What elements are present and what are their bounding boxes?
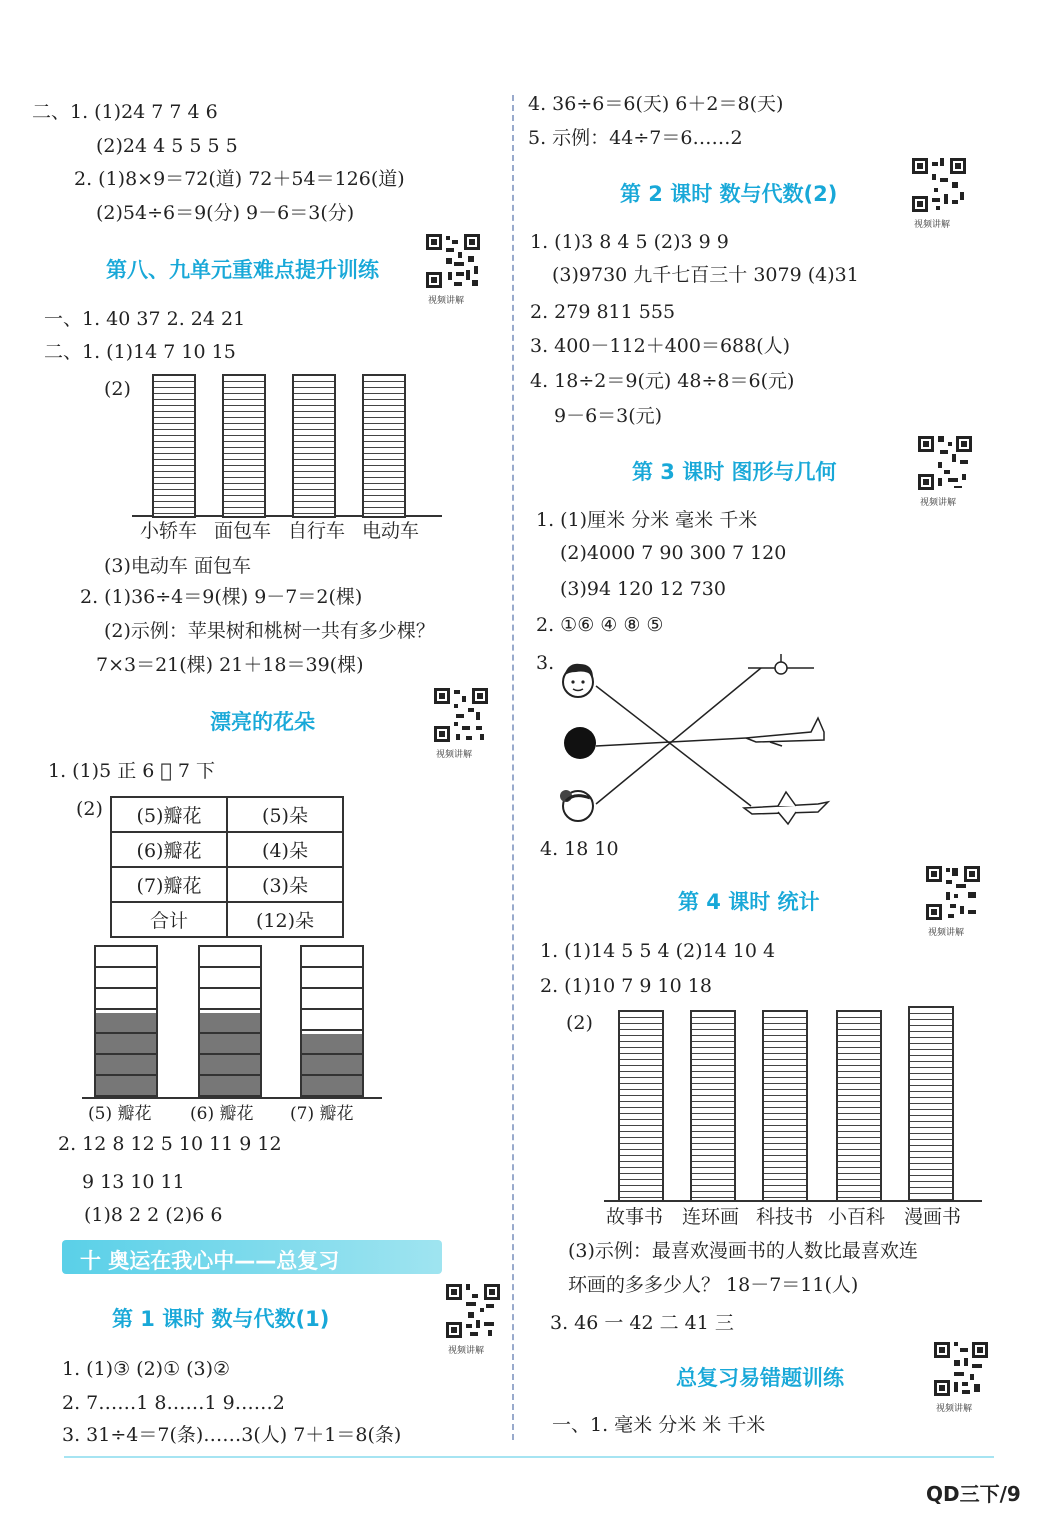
chart-label: 科技书: [756, 1206, 814, 1228]
qr-caption: 视频讲解: [914, 220, 951, 230]
answer-line: 3. 400－112＋400＝688(人): [530, 335, 791, 357]
chart-bar: [362, 374, 406, 518]
section-heading: 第 4 课时 统计: [678, 890, 820, 914]
qr-code-icon[interactable]: [916, 434, 974, 492]
answer-line: (3)9730 九千七百三十 3079 (4)31: [552, 264, 859, 286]
answer-line: (3)94 120 12 730: [560, 578, 726, 600]
answer-line: (2): [104, 378, 131, 400]
answer-line: (2)54÷6＝9(分) 9－6＝3(分): [96, 202, 355, 224]
answer-line: 1. (1)14 5 5 4 (2)14 10 4: [540, 940, 776, 962]
answer-line: 2. 279 811 555: [530, 301, 676, 323]
answer-line: 1. (1)3 8 4 5 (2)3 9 9: [530, 231, 729, 253]
answer-line: 2. 12 8 12 5 10 11 9 12: [58, 1133, 282, 1155]
answer-line: (2)示例：苹果树和桃树一共有多少棵？: [104, 620, 435, 642]
answer-line: (2)24 4 5 5 5 5: [96, 135, 238, 157]
answer-line: 2. (1)8×9＝72(道) 72＋54＝126(道): [74, 168, 405, 190]
column-divider: [512, 95, 514, 1440]
table-cell: (5)瓣花: [111, 797, 227, 832]
qr-code-icon[interactable]: [432, 686, 490, 744]
table-cell: (12)朵: [227, 902, 343, 937]
ball-icon: [564, 727, 596, 759]
answer-line: 4. 36÷6＝6(天) 6＋2＝8(天): [528, 93, 784, 115]
answer-line: 3. 31÷4＝7(条)……3(人) 7＋1＝8(条): [62, 1424, 402, 1446]
answer-line: 二、1. (1)14 7 10 15: [44, 341, 236, 363]
page-footer: QD三下/9: [926, 1482, 1021, 1506]
answer-line: (1)8 2 2 (2)6 6: [84, 1204, 223, 1226]
chart-label: 小轿车: [140, 520, 198, 542]
answer-line: (3)示例：最喜欢漫画书的人数比最喜欢连: [568, 1240, 918, 1262]
chart-bar: [762, 1010, 808, 1202]
table-cell: 合计: [111, 902, 227, 937]
qr-caption: 视频讲解: [436, 750, 473, 760]
qr-caption: 视频讲解: [928, 928, 965, 938]
chart-bar: [300, 945, 364, 1099]
answer-line: 2. (1)10 7 9 10 18: [540, 975, 712, 997]
answer-line: (2)4000 7 90 300 7 120: [560, 542, 787, 564]
chart-label: 漫画书: [904, 1206, 962, 1228]
answer-line: 1. (1)5 正 6 𠀆 7 下: [48, 760, 215, 782]
answer-line: 5. 示例：44÷7＝6……2: [528, 127, 743, 149]
chart-label: 自行车: [288, 520, 346, 542]
answer-line: 7×3＝21(棵) 21＋18＝39(棵): [96, 654, 364, 676]
chart-label: 故事书: [606, 1206, 664, 1228]
answer-line: 3. 46 一 42 二 41 三: [550, 1312, 734, 1334]
section-heading: 第 2 课时 数与代数(2): [620, 182, 838, 206]
chart-label: (5) 瓣花: [88, 1104, 152, 1124]
table-cell: (4)朵: [227, 832, 343, 867]
answer-line: 1. (1)③ (2)① (3)②: [62, 1358, 231, 1380]
boy-face-icon: [563, 664, 593, 697]
jet-top-icon: [744, 792, 828, 824]
section-heading: 漂亮的花朵: [210, 710, 315, 734]
qr-code-icon[interactable]: [932, 1340, 990, 1398]
answer-line: 4. 18÷2＝9(元) 48÷8＝6(元): [530, 370, 795, 392]
matching-diagram: [556, 646, 836, 830]
flower-table: [110, 796, 344, 938]
qr-code-icon[interactable]: [910, 156, 968, 214]
chart-label: 小百科: [828, 1206, 886, 1228]
chart-bar: [152, 374, 196, 518]
qr-caption: 视频讲解: [448, 1346, 485, 1356]
answer-line: 1. (1)厘米 分米 毫米 千米: [536, 509, 758, 531]
chart-label: 连环画: [682, 1206, 740, 1228]
answer-line: (3)电动车 面包车: [104, 555, 251, 577]
chart-bar: [292, 374, 336, 518]
chart-label: (7) 瓣花: [290, 1104, 354, 1124]
answer-line: 9 13 10 11: [82, 1171, 185, 1193]
answer-line: 一、1. 40 37 2. 24 21: [44, 308, 246, 330]
answer-line: 4. 18 10: [540, 838, 619, 860]
answer-line: 2. 7……1 8……1 9……2: [62, 1392, 285, 1414]
section-heading: 第八、九单元重难点提升训练: [106, 258, 379, 282]
answer-line: 9－6＝3(元): [554, 405, 663, 427]
qr-caption: 视频讲解: [428, 296, 465, 306]
qr-caption: 视频讲解: [920, 498, 957, 508]
answer-line: 环画的多多少人？ 18－7＝11(人): [568, 1274, 859, 1296]
unit-banner-title: 十 奥运在我心中——总复习: [80, 1249, 340, 1273]
chart-bar: [690, 1010, 736, 1202]
table-cell: (3)朵: [227, 867, 343, 902]
chart-bar: [222, 374, 266, 518]
footer-rule: [64, 1456, 994, 1458]
answer-line: 一、1. 毫米 分米 米 千米: [552, 1414, 766, 1436]
answer-line: (2): [566, 1012, 593, 1034]
table-cell: (6)瓣花: [111, 832, 227, 867]
chart-label: 面包车: [214, 520, 272, 542]
chart-label: 电动车: [362, 520, 420, 542]
chart-bar: [908, 1006, 954, 1202]
section-heading: 第 1 课时 数与代数(1): [112, 1307, 330, 1331]
answer-line: 3.: [536, 652, 555, 674]
table-cell: (7)瓣花: [111, 867, 227, 902]
qr-code-icon[interactable]: [444, 1282, 502, 1340]
answer-line: 2. (1)36÷4＝9(棵) 9－7＝2(棵): [80, 586, 363, 608]
qr-code-icon[interactable]: [924, 864, 982, 922]
section-heading: 总复习易错题训练: [676, 1366, 844, 1390]
chart-bar: [836, 1010, 882, 1202]
girl-head-icon: [560, 790, 593, 821]
answer-line: (2): [76, 798, 103, 820]
section-heading: 第 3 课时 图形与几何: [632, 460, 837, 484]
answer-line: 2. ①⑥ ④ ⑧ ⑤: [536, 614, 664, 636]
table-cell: (5)朵: [227, 797, 343, 832]
qr-caption: 视频讲解: [936, 1404, 973, 1414]
chart-bar: [198, 945, 262, 1099]
qr-code-icon[interactable]: [424, 232, 482, 290]
answer-line: 二、1. (1)24 7 7 4 6: [32, 101, 218, 123]
chart-bar: [94, 945, 158, 1099]
jet-side-icon: [746, 718, 824, 746]
chart-label: (6) 瓣花: [190, 1104, 254, 1124]
chart-bar: [618, 1010, 664, 1202]
